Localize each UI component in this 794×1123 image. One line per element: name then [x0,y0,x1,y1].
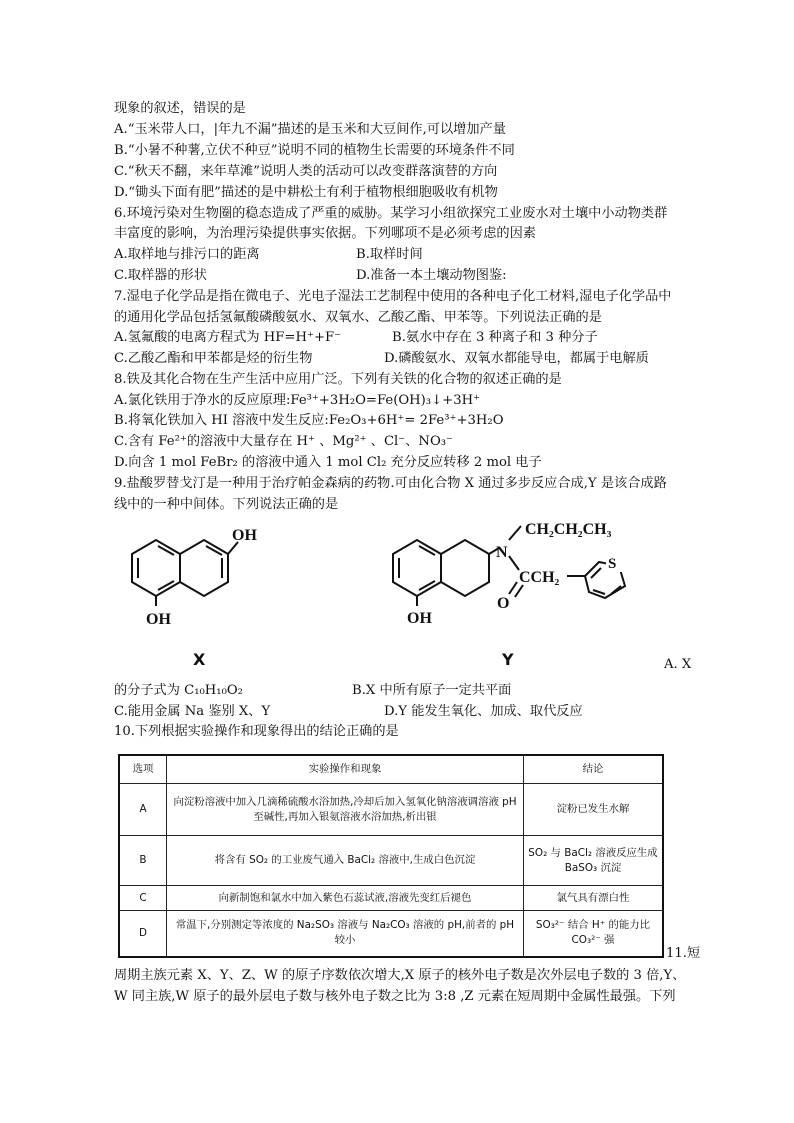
experiment-table [118,754,664,958]
q9-option-a-cont: 的分子式为 C₁₀H₁₀O₂ [114,683,243,698]
q7-option-a: A.氢氟酸的电离方程式为 HF=H⁺+F⁻ [114,330,342,345]
option-a: A.“玉米带人口，|年九不漏”描述的是玉米和大豆间作,可以增加产量 [114,122,506,137]
y-acyl: CCH₂ [519,569,560,586]
q7-option-c: C.乙酸乙酯和甲苯都是烃的衍生物 [114,351,313,366]
table-header-row [119,755,663,784]
q9-option-b: B.X 中所有原子一定共平面 [352,683,512,698]
question-11-stem: 周期主族元素 X、Y、Z、W 的原子序数依次增大,X 原子的核外电子数是次外层电子数的 3 倍,Y、 [114,968,686,983]
table-row [119,911,663,957]
q9-option-a-start: A. X [664,657,692,672]
question-11-start: 11.短 [666,946,701,961]
question-7-stem-cont: 的通用化学品包括氢氟酸磷酸氨水、双氧水、乙酸乙酯、甲苯等。下列说法正确的是 [114,310,602,325]
row-option: B [119,836,167,886]
question-9-stem: 9.盐酸罗替戈汀是一种用于治疗帕金森病的药物.可由化合物 X 通过多步反应合成,Y 是该合成路 [114,476,667,491]
table-row [119,836,663,886]
q8-option-a: A.氯化铁用于净水的反应原理:Fe³⁺+3H₂O=Fe(OH)₃↓+3H⁺ [114,393,481,408]
question-11-stem-cont: W 同主族,W 原子的最外层电子数与核外电子数之比为 3:8 ,Z 元素在短周期中金属性最强。下列 [114,989,676,1004]
row-option: D [119,911,167,957]
table-row [119,886,663,911]
q7-option-b: B.氨水中存在 3 种离子和 3 种分子 [392,330,598,345]
y-propyl: CH₂CH₂CH₃ [525,521,612,538]
y-nitrogen: N [496,544,508,561]
table-row [119,784,663,836]
option-d: D.“锄头下面有肥”描述的是中耕松土有利于植物根细胞吸收有机物 [114,185,498,200]
row-option: A [119,784,167,836]
row-conclusion: SO₃²⁻ 结合 H⁺ 的能力比 CO₃²⁻ 强 [524,911,664,957]
row-conclusion: 氯气具有漂白性 [524,886,664,911]
row-operation: 向淀粉溶液中加入几滴稀硫酸水浴加热,冷却后加入氢氧化钠溶液调溶液 pH 至碱性,再加入银氨溶液水浴加热,析出银 [167,784,524,836]
q8-option-d: D.向含 1 mol FeBr₂ 的溶液中通入 1 mol Cl₂ 充分反应转移 2 mol 电子 [114,455,542,470]
question-10-stem: 10.下列根据实验操作和现象得出的结论正确的是 [114,724,399,739]
q6-option-a: A.取样地与排污口的距离 [114,247,260,262]
row-operation: 向新制饱和氯水中加入紫色石蕊试液,溶液先变红后褪色 [167,886,524,911]
q7-option-d: D.磷酸氨水、双氧水都能导电，都属于电解质 [384,351,649,366]
q6-option-c: C.取样器的形状 [114,268,207,283]
x-oh-bottom: OH [146,611,171,628]
question-7-stem: 7.湿电子化学品是指在微电子、光电子湿法工艺制程中使用的各种电子化工材料,湿电子化学品中 [114,289,672,304]
question-6-stem: 6.环境污染对生物圈的稳态造成了严重的威胁。某学习小组欲探究工业废水对土壤中小动物类群 [114,206,668,221]
row-option: C [119,886,167,911]
y-sulfur: S [608,556,617,572]
q9-option-d: D.Y 能发生氧化、加成、取代反应 [384,704,583,719]
header-operation: 实验操作和现象 [167,755,524,784]
stem-text: 现象的叙述，错误的是 [114,101,246,116]
molecule-x-structure [118,520,288,630]
option-c: C.“秋天不翻，来年草滩”说明人类的活动可以改变群落演替的方向 [114,164,498,179]
q8-option-b: B.将氧化铁加入 HI 溶液中发生反应:Fe₂O₃+6H⁺= 2Fe³⁺+3H₂O [114,413,504,428]
y-carbonyl-o: O [497,595,510,612]
row-conclusion: 淀粉已发生水解 [524,784,664,836]
question-8-stem: 8.铁及其化合物在生产生活中应用广泛。下列有关铁的化合物的叙述正确的是 [114,372,562,387]
q8-option-c: C.含有 Fe²⁺的溶液中大量存在 H⁺ 、Mg²⁺ 、Cl⁻、NO₃⁻ [114,434,454,449]
q9-option-c: C.能用金属 Na 鉴别 X、Y [114,704,271,719]
molecule-y-label: Y [502,650,514,669]
q6-option-d: D.准备一本土壤动物图鉴: [356,268,507,283]
row-operation: 常温下,分别测定等浓度的 Na₂SO₃ 溶液与 Na₂CO₃ 溶液的 pH,前者的 pH 较小 [167,911,524,957]
x-oh-top: OH [232,527,257,544]
header-option: 选项 [119,755,167,784]
question-6-stem-cont: 丰富度的影响，为治理污染提供事实依据。下列哪项不是必须考虑的因素 [114,226,536,241]
header-conclusion: 结论 [524,755,664,784]
option-b: B.“小暑不种薯,立伏不种豆”说明不同的植物生长需要的环境条件不同 [114,143,515,158]
q6-option-b: B.取样时间 [356,247,423,262]
row-operation: 将含有 SO₂ 的工业废气通入 BaCl₂ 溶液中,生成白色沉淀 [167,836,524,886]
row-conclusion: SO₂ 与 BaCl₂ 溶液反应生成 BaSO₃ 沉淀 [524,836,664,886]
y-oh: OH [407,610,432,627]
molecule-x-label: X [193,650,206,669]
question-9-stem-cont: 线中的一种中间体。下列说法正确的是 [114,497,339,512]
molecule-y-structure [385,510,655,630]
